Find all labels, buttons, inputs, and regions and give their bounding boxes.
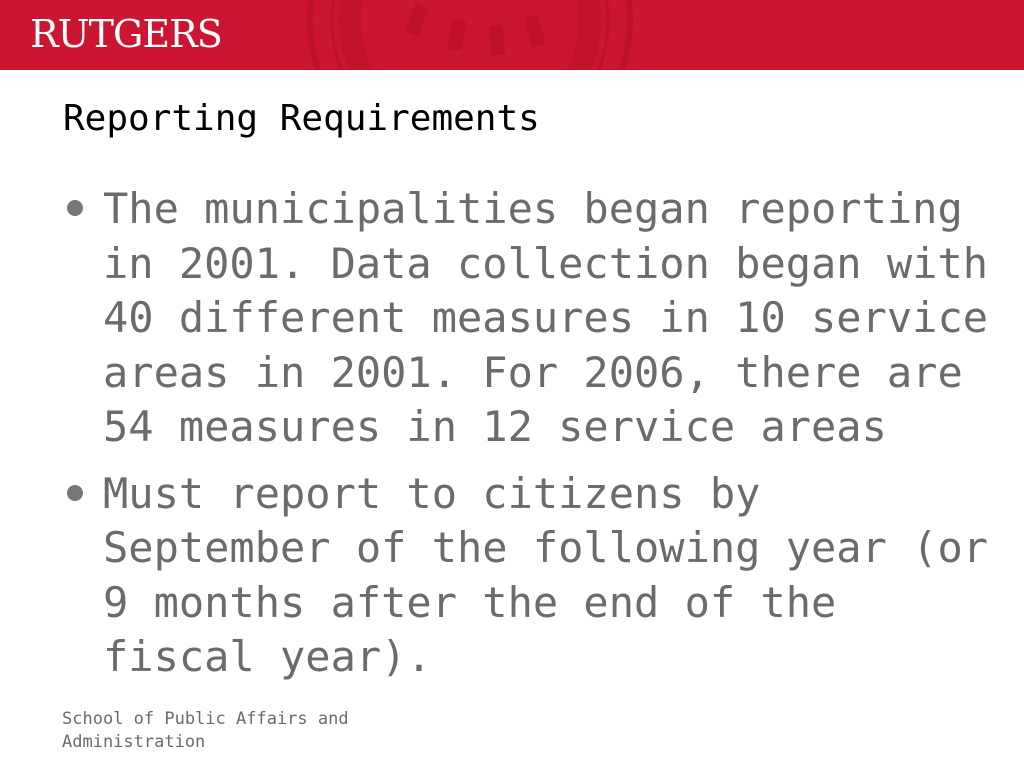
bullet-text: The municipalities began reporting in 2001. Data collection began with 40 different measures in 10 service areas in 2001. For 2006, there are 54 measures in 12 service areas	[103, 184, 989, 451]
footer-text: School of Public Affairs and Administration	[62, 709, 349, 752]
rutgers-logo[interactable]: RUTGERS	[30, 12, 222, 56]
bullet-dot-icon	[67, 485, 83, 501]
bullet-item	[63, 467, 1003, 685]
bullet-list	[63, 182, 1003, 697]
bullet-text: Must report to citizens by September of the following year (or 9 months after the end of the fiscal year).	[103, 468, 989, 681]
slide-title: Reporting Requirements	[63, 98, 540, 139]
bullet-item	[63, 182, 1003, 455]
seal-watermark-icon	[300, 0, 640, 70]
bullet-dot-icon	[67, 200, 83, 216]
header-banner	[0, 0, 1024, 70]
